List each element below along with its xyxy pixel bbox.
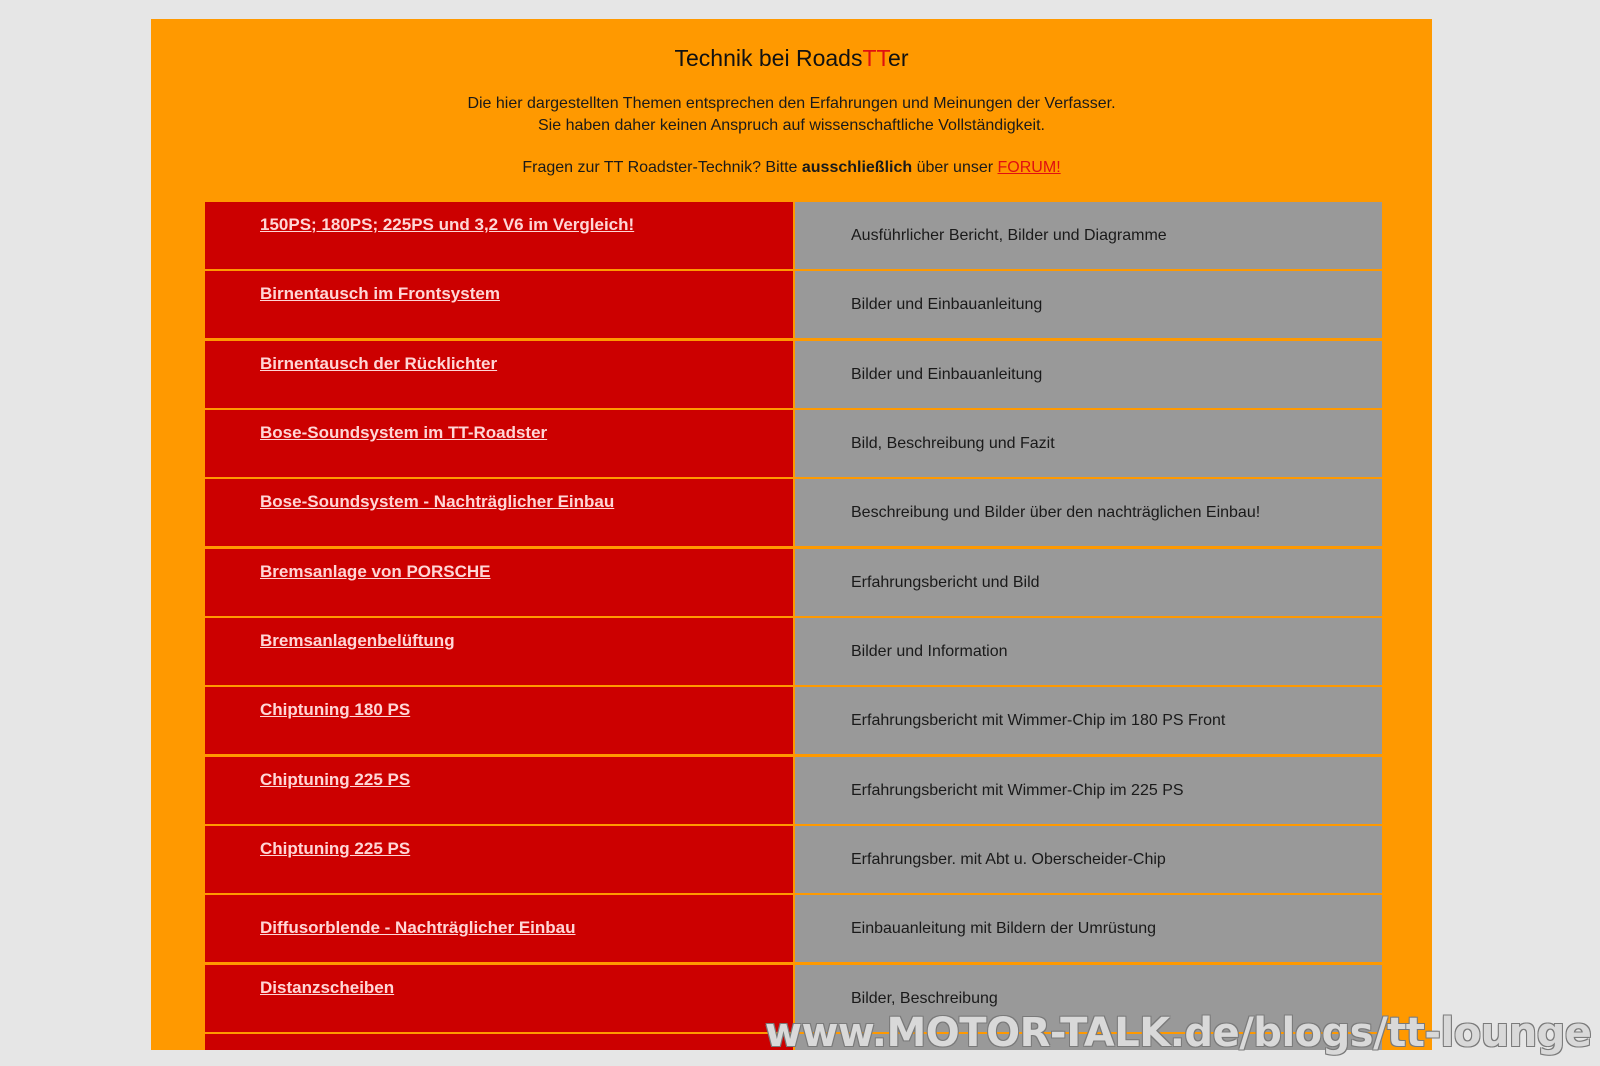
topic-cell — [205, 410, 793, 477]
table-row — [205, 410, 1382, 477]
topic-description: Bild, Beschreibung und Fazit — [851, 435, 1055, 453]
topic-link[interactable]: Distanzscheiben — [260, 977, 395, 997]
topic-cell — [205, 826, 793, 893]
description-cell — [795, 826, 1382, 893]
topic-link[interactable]: Chiptuning 180 PS — [260, 700, 411, 720]
forum-notice-middle: über unser — [912, 159, 998, 176]
description-cell — [795, 341, 1382, 408]
topic-description: Erfahrungsbericht mit Wimmer-Chip im 225 PS — [851, 781, 1184, 799]
content-panel — [151, 19, 1432, 1050]
topic-cell — [205, 965, 793, 1032]
table-row — [205, 895, 1382, 962]
topic-description: Bilder, Beschreibung — [851, 989, 998, 1007]
topic-cell — [205, 341, 793, 408]
description-cell — [795, 202, 1382, 269]
topic-description: Bilder und Einbauanleitung — [851, 296, 1043, 314]
topic-description: Einbauanleitung mit Bildern der Umrüstung — [851, 920, 1157, 938]
table-row — [205, 202, 1382, 269]
topic-cell — [205, 687, 793, 754]
description-cell — [795, 549, 1382, 616]
topic-description: Beschreibung und Bilder über den nachträglichen Einbau! — [851, 504, 1261, 522]
forum-notice — [151, 159, 1432, 177]
topic-description: Erfahrungsbericht und Bild — [851, 573, 1040, 591]
table-row — [205, 479, 1382, 546]
title-prefix: Technik bei Roads — [674, 45, 863, 71]
table-row — [205, 618, 1382, 685]
topic-link[interactable]: Birnentausch der Rücklichter — [260, 353, 498, 373]
forum-link[interactable]: FORUM! — [997, 159, 1061, 176]
description-cell — [795, 895, 1382, 962]
topic-cell — [205, 479, 793, 546]
topic-link[interactable]: Bremsanlage von PORSCHE — [260, 561, 491, 581]
intro-line-2: Sie haben daher keinen Anspruch auf wissenschaftliche Vollständigkeit. — [538, 117, 1045, 134]
description-cell — [795, 271, 1382, 338]
table-row — [205, 549, 1382, 616]
topic-cell — [205, 549, 793, 616]
topic-link[interactable]: Diffusorblende - Nachträglicher Einbau — [260, 918, 576, 938]
topic-description: Bilder und Information — [851, 643, 1008, 661]
topic-description: Erfahrungsber. mit Abt u. Oberscheider-Chip — [851, 851, 1166, 869]
description-cell — [795, 687, 1382, 754]
forum-notice-emphasis: ausschließlich — [801, 159, 913, 176]
intro-line-1: Die hier dargestellten Themen entsprechen den Erfahrungen und Meinungen der Verfasser. — [467, 95, 1116, 112]
title-suffix: er — [888, 45, 909, 71]
forum-notice-prefix: Fragen zur TT Roadster-Technik? Bitte — [522, 159, 802, 176]
watermark: www.MOTOR-TALK.de/blogs/tt-lounge — [765, 1010, 1592, 1056]
table-row — [205, 687, 1382, 754]
description-cell — [795, 757, 1382, 824]
topic-cell — [205, 271, 793, 338]
table-row — [205, 341, 1382, 408]
topic-cell — [205, 895, 793, 962]
description-cell — [795, 410, 1382, 477]
topic-link[interactable]: 150PS; 180PS; 225PS und 3,2 V6 im Vergleich! — [260, 215, 635, 234]
topic-link[interactable]: Bremsanlagenbelüftung — [260, 631, 455, 651]
table-row — [205, 826, 1382, 893]
topic-link[interactable]: Chiptuning 225 PS — [260, 839, 411, 859]
topic-description: Ausführlicher Bericht, Bilder und Diagramme — [851, 227, 1167, 244]
topic-cell — [205, 757, 793, 824]
description-cell — [795, 618, 1382, 685]
table-row — [205, 271, 1382, 338]
table-row — [205, 757, 1382, 824]
topic-description: Bilder und Einbauanleitung — [851, 365, 1043, 383]
topic-link[interactable]: Bose-Soundsystem - Nachträglicher Einbau — [260, 492, 615, 512]
topic-description: Erfahrungsbericht mit Wimmer-Chip im 180 PS Front — [851, 712, 1226, 730]
title-highlight: TT — [862, 45, 889, 71]
topic-cell — [205, 1034, 793, 1050]
description-cell — [795, 479, 1382, 546]
topic-link[interactable]: Chiptuning 225 PS — [260, 769, 411, 789]
topics-table — [205, 202, 1382, 1050]
topic-cell — [205, 202, 793, 269]
topic-link[interactable]: Birnentausch im Frontsystem — [260, 284, 500, 304]
topic-cell — [205, 618, 793, 685]
topic-link[interactable]: Bose-Soundsystem im TT-Roadster — [260, 423, 548, 443]
page-title — [151, 45, 1432, 72]
